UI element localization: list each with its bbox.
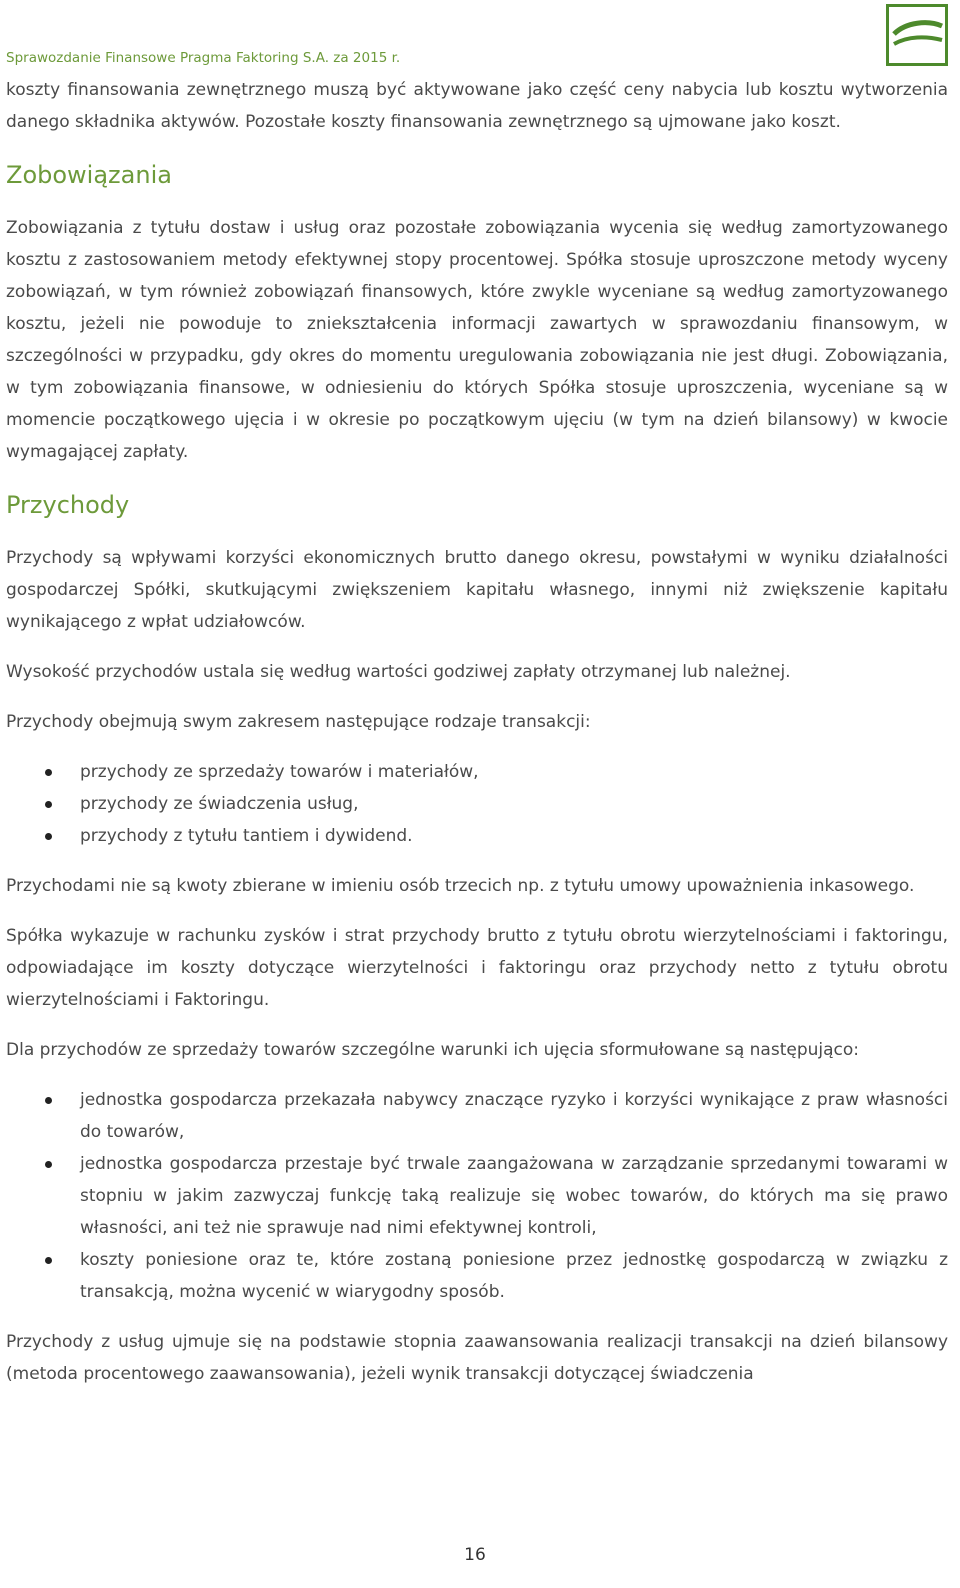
revenue-definition-paragraph: Przychody są wpływami korzyści ekonomicznych brutto danego okresu, powstałymi w wyniku działalności gospodarczej Spółki, skutkującymi zwiększeniem kapitału własnego, innymi niż zwiększenie kapitału wynikającego z wpłat udziałowców. xyxy=(6,548,948,632)
gross-revenue-paragraph: Spółka wykazuje w rachunku zysków i strat przychody brutto z tytułu obrotu wierzytelnościami i faktoringu, odpowiadające im koszty dotyczące wierzytelności i faktoringu oraz przychody netto z tytułu obrotu wierzytelnościami i Faktoringu. xyxy=(6,926,948,1010)
list-item: jednostka gospodarcza przekazała nabywcy znaczące ryzyko i korzyści wynikające z praw własności do towarów, xyxy=(6,1084,948,1148)
list-item: przychody ze sprzedaży towarów i materiałów, xyxy=(6,756,948,788)
sales-conditions-intro: Dla przychodów ze sprzedaży towarów szczególne warunki ich ujęcia sformułowane są następująco: xyxy=(6,1040,860,1060)
document-header-title: Sprawozdanie Finansowe Pragma Faktoring S.A. za 2015 r. xyxy=(6,50,401,66)
document-body xyxy=(6,74,948,1408)
list-item: koszty poniesione oraz te, które zostaną poniesione przez jednostkę gospodarczą w związku z transakcją, można wycenić w wiarygodny sposób. xyxy=(6,1244,948,1308)
liabilities-paragraph: Zobowiązania z tytułu dostaw i usług oraz pozostałe zobowiązania wycenia się według zamortyzowanego kosztu z zastosowaniem metody efektywnej stopy procentowej. Spółka stosuje uproszczone metody wyceny zobowiązań, w tym również zobowiązań finansowych, które zwykle wyceniane są według zamortyzowanego kosztu, jeżeli nie powoduje to zniekształcenia informacji zawartych w sprawozdaniu finansowym, w szczególności w przypadku, gdy okres do momentu uregulowania zobowiązania nie jest długi. Zobowiązania, w tym zobowiązania finansowe, w odniesieniu do których Spółka stosuje uproszczenia, wyceniane są w momencie początkowego ujęcia i w okresie po początkowym ujęciu (w tym na dzień bilansowy) w kwocie wymagającej zapłaty. xyxy=(6,218,948,462)
page-number: 16 xyxy=(464,1545,486,1565)
sales-conditions-list xyxy=(6,1084,948,1308)
section-heading-liabilities: Zobowiązania xyxy=(6,161,172,189)
third-party-amounts-paragraph: Przychodami nie są kwoty zbierane w imieniu osób trzecich np. z tytułu umowy upoważnienia inkasowego. xyxy=(6,876,915,896)
revenue-types-intro: Przychody obejmują swym zakresem następujące rodzaje transakcji: xyxy=(6,712,591,732)
section-heading-revenue: Przychody xyxy=(6,491,130,519)
list-item: jednostka gospodarcza przestaje być trwale zaangażowana w zarządzanie sprzedanymi towarami w stopniu w jakim zazwyczaj funkcję taką realizuje się wobec towarów, do których ma się prawo własności, ani też nie sprawuje nad nimi efektywnej kontroli, xyxy=(6,1148,948,1244)
list-item: przychody ze świadczenia usług, xyxy=(6,788,948,820)
company-logo xyxy=(886,4,948,66)
list-item: przychody z tytułu tantiem i dywidend. xyxy=(6,820,948,852)
intro-paragraph: koszty finansowania zewnętrznego muszą być aktywowane jako część ceny nabycia lub kosztu wytworzenia danego składnika aktywów. Pozostałe koszty finansowania zewnętrznego są ujmowane jako koszt. xyxy=(6,80,948,132)
services-revenue-paragraph: Przychody z usług ujmuje się na podstawie stopnia zaawansowania realizacji transakcji na dzień bilansowy (metoda procentowego zaawansowania), jeżeli wynik transakcji dotyczącej świadczenia xyxy=(6,1332,948,1384)
revenue-measurement-paragraph: Wysokość przychodów ustala się według wartości godziwej zapłaty otrzymanej lub należnej. xyxy=(6,662,791,682)
revenue-types-list xyxy=(6,756,948,852)
